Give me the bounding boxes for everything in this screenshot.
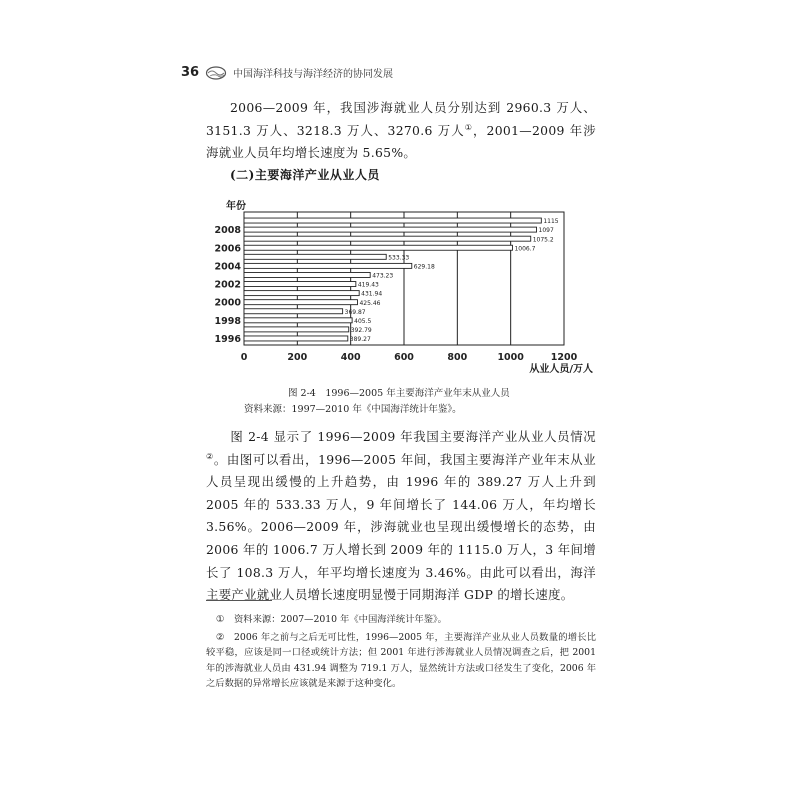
- bar-value-label: 405.5: [354, 317, 372, 325]
- x-tick-label: 800: [447, 352, 468, 363]
- year-tick-label: 2006: [214, 243, 241, 255]
- figure-title: 图 2-4 1996—2005 年主要海洋产业年末从业人员: [288, 388, 510, 399]
- bar: [244, 309, 343, 314]
- bar: [244, 227, 537, 232]
- bar-value-label: 533.33: [388, 254, 410, 262]
- bar-value-label: 629.18: [413, 263, 435, 271]
- bar: [244, 336, 348, 341]
- bar: [244, 218, 541, 223]
- bar: [244, 272, 370, 277]
- year-tick-label: 2000: [214, 297, 241, 309]
- bar: [244, 318, 352, 323]
- paragraph-employment-2006-2009: [206, 97, 596, 165]
- year-tick-label: 1998: [214, 315, 241, 327]
- bar-value-label: 473.23: [372, 272, 394, 280]
- footnote-text: 资料来源：2007—2010 年《中国海洋统计年鉴》。: [234, 614, 447, 625]
- employment-bar-chart: [206, 196, 596, 376]
- footnote-1: [206, 612, 596, 628]
- figure-source: 资料来源：1997—2010 年《中国海洋统计年鉴》。: [244, 404, 462, 415]
- paragraph1-text-a: 2006—2009 年，我国涉海就业人员分别达到 2960.3 万人、3151.3 万人、3218.3 万人、3270.6 万人: [206, 100, 596, 138]
- bar: [244, 327, 349, 332]
- footnote-2: [206, 630, 596, 692]
- footnote-text: 2006 年之前与之后无可比性，1996—2005 年，主要海洋产业从业人员数量的增长比较平稳，应该是同一口径或统计方法；但 2001 年进行涉海就业人员情况调查之后，把 2001 年的涉海就业人员由 431.94 调整为 719.1 万人，显然统计方法或口径发生了变化，2006 年之后数据的异常增长应该就是来源于这种变化。: [206, 631, 596, 689]
- paragraph-chart-analysis: [206, 426, 596, 607]
- y-axis-title: 年份: [226, 201, 246, 212]
- bar: [244, 236, 531, 241]
- footnote-divider: [206, 600, 272, 601]
- chart-year-labels: [215, 225, 242, 345]
- figure-caption: [244, 386, 510, 418]
- bar-value-label: 1115: [543, 218, 559, 226]
- running-header: [181, 62, 601, 82]
- x-tick-label: 600: [394, 352, 414, 363]
- year-tick-label: 2008: [214, 225, 241, 237]
- paragraph1-text-b: ，2001—2009 年涉海就业人员年均增长速度为 5.65%。: [206, 122, 596, 161]
- page-number: 36: [181, 64, 200, 80]
- bar: [244, 254, 386, 259]
- footnote-mark: ②: [215, 631, 225, 643]
- footnote-ref-1[interactable]: ①: [464, 122, 474, 132]
- bar-value-label: 1097: [538, 227, 554, 235]
- x-tick-label: 1200: [550, 352, 578, 363]
- bar: [244, 282, 356, 287]
- year-tick-label: 1996: [214, 333, 241, 345]
- bar: [244, 245, 512, 250]
- x-tick-label: 0: [240, 352, 248, 363]
- x-tick-label: 200: [287, 352, 308, 363]
- bar-value-label: 419.43: [357, 281, 379, 289]
- bar-value-label: 369.87: [344, 308, 366, 316]
- paragraph2-text-b: 。由图可以看出，1996—2005 年间，我国主要海洋产业年末从业人员呈现出缓慢的上升趋势，由 1996 年的 389.27 万人上升到 2005 年的 533.33 万人，9 年间增长了 144.06 万人，年均增长 3.56%。2006—2009 年，涉海就业也呈现出缓慢增长的态势，由 2006 年的 1006.7 万人增长到 2009 年的 1115.0 万人，3 年间增长了 108.3 万人，年平均增长速度为 3.46%。由此可以看出，海洋主要产业就业人员增长速度明显慢于同期海洋 GDP 的增长速度。: [206, 451, 596, 603]
- x-tick-label: 400: [340, 352, 361, 363]
- year-tick-label: 2004: [214, 261, 241, 273]
- bar-value-label: 392.79: [350, 326, 372, 334]
- chart-bars: [244, 218, 559, 343]
- bar-value-label: 1075.2: [532, 236, 554, 244]
- bar-value-label: 1006.7: [514, 245, 536, 253]
- paragraph2-text-a: 图 2-4 显示了 1996—2009 年我国主要海洋产业从业人员情况: [230, 429, 596, 444]
- x-tick-label: 1000: [497, 352, 524, 363]
- bar-value-label: 425.46: [359, 299, 381, 307]
- footnotes: [206, 612, 596, 694]
- footnote-mark: ①: [215, 614, 225, 625]
- section-heading: (二)主要海洋产业从业人员: [230, 168, 380, 182]
- bar: [244, 263, 412, 268]
- bar-value-label: 389.27: [349, 336, 371, 344]
- year-tick-label: 2002: [214, 279, 241, 291]
- wave-emblem-icon: [205, 64, 227, 80]
- running-title: 中国海洋科技与海洋经济的协同发展: [233, 68, 393, 80]
- footnote-ref-2[interactable]: ②: [206, 451, 214, 461]
- chart-x-ticks: [241, 352, 578, 363]
- bar-value-label: 431.94: [361, 290, 383, 298]
- bar: [244, 291, 359, 296]
- x-axis-title: 从业人员/万人: [529, 364, 593, 375]
- bar: [244, 300, 357, 305]
